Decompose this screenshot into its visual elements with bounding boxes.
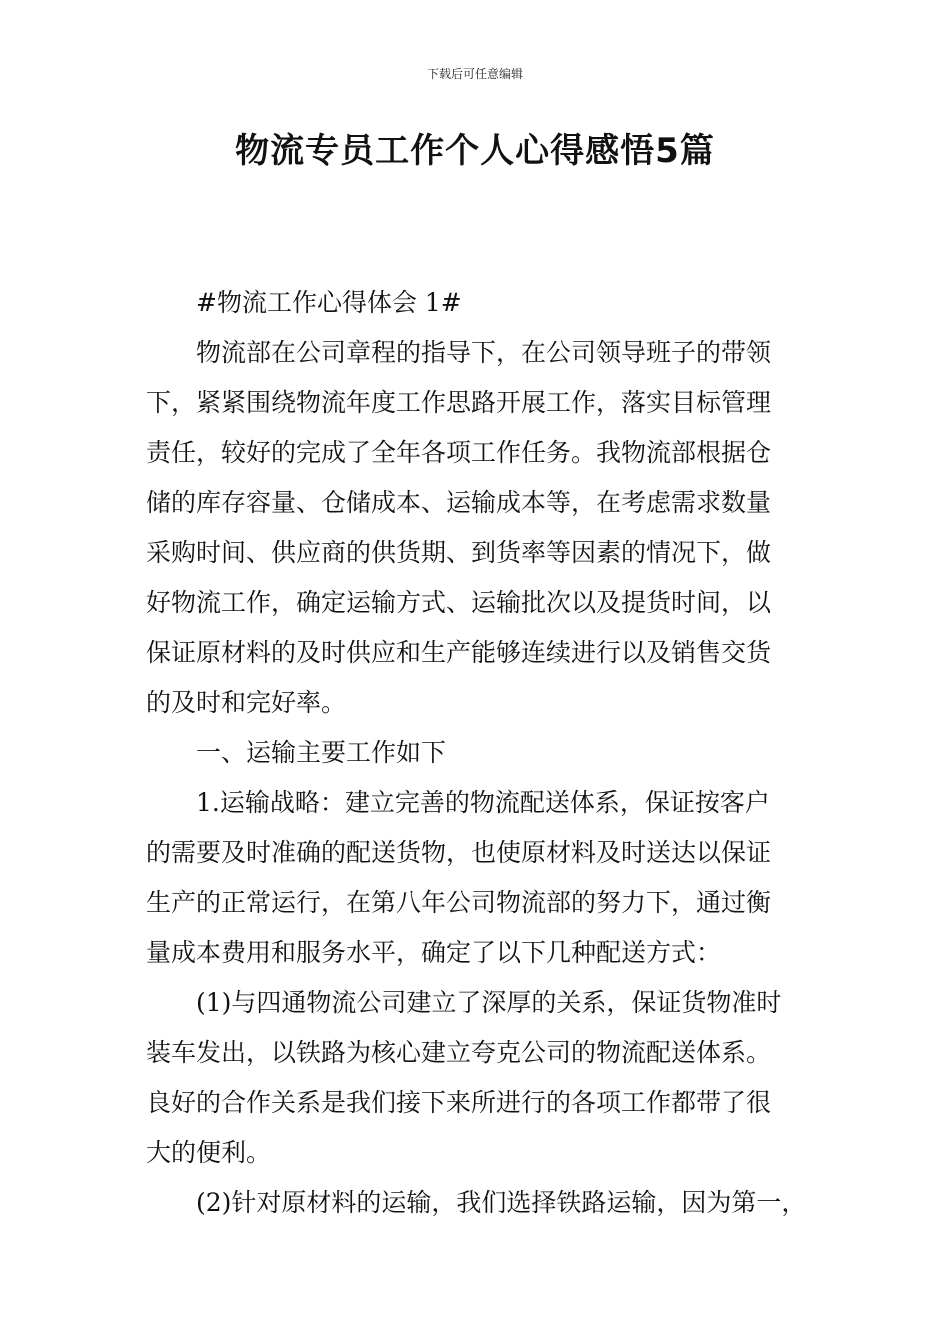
paragraph-line: 储的库存容量、仓储成本、运输成本等，在考虑需求数量 (146, 488, 772, 517)
paragraph-line: (2)针对原材料的运输，我们选择铁路运输，因为第一， (196, 1188, 807, 1217)
paragraph-line: 物流部在公司章程的指导下，在公司领导班子的带领 (196, 338, 772, 367)
paragraph-line: 的需要及时准确的配送货物，也使原材料及时送达以保证 (146, 838, 772, 867)
paragraph-line: 生产的正常运行，在第八年公司物流部的努力下，通过衡 (146, 888, 772, 917)
document-title: 物流专员工作个人心得感悟5篇 (235, 131, 715, 171)
subsection-heading: 一、运输主要工作如下 (196, 738, 447, 767)
paragraph-line: 保证原材料的及时供应和生产能够连续进行以及销售交货 (146, 638, 772, 667)
paragraph-line: 采购时间、供应商的供货期、到货率等因素的情况下，做 (146, 538, 772, 567)
paragraph-line: (1)与四通物流公司建立了深厚的关系，保证货物准时 (196, 988, 782, 1017)
paragraph-line: 量成本费用和服务水平，确定了以下几种配送方式： (146, 938, 722, 967)
section-heading-1: #物流工作心得体会 1# (196, 288, 462, 317)
paragraph-line: 好物流工作，确定运输方式、运输批次以及提货时间，以 (146, 588, 772, 617)
paragraph-line: 良好的合作关系是我们接下来所进行的各项工作都带了很 (146, 1088, 772, 1117)
document-body (146, 278, 814, 1228)
paragraph-line: 1.运输战略：建立完善的物流配送体系，保证按客户 (196, 788, 770, 817)
paragraph-line: 大的便利。 (146, 1138, 272, 1167)
page-header-note: 下载后可任意编辑 (426, 67, 523, 81)
paragraph-line: 下，紧紧围绕物流年度工作思路开展工作，落实目标管理 (146, 388, 772, 417)
paragraph-line: 责任，较好的完成了全年各项工作任务。我物流部根据仓 (146, 438, 772, 467)
paragraph-line: 的及时和完好率。 (146, 688, 347, 717)
paragraph-line: 装车发出，以铁路为核心建立夸克公司的物流配送体系。 (146, 1038, 772, 1067)
